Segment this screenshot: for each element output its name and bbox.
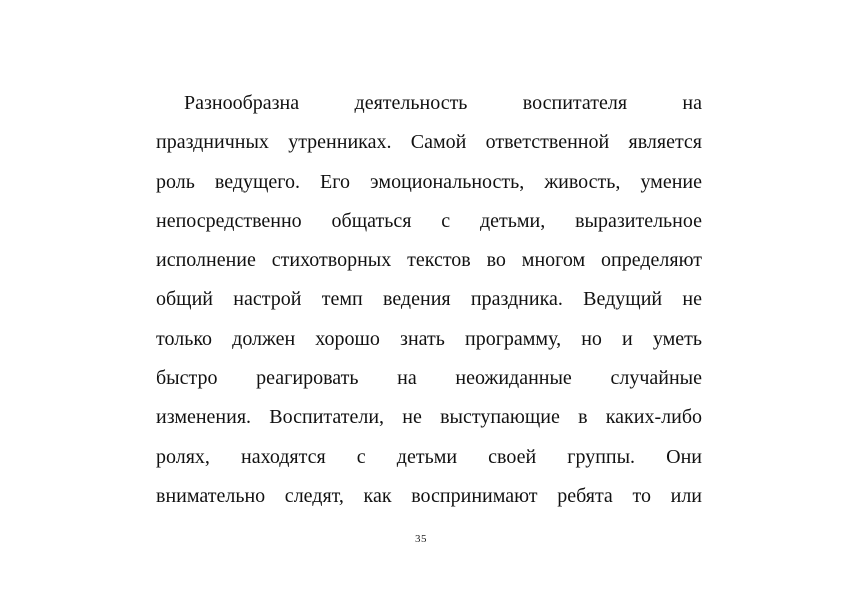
paragraph-line: быстро реагировать на неожиданные случайные xyxy=(156,367,702,390)
paragraph-line: роль ведущего. Его эмоциональность, живость, умение xyxy=(156,170,702,193)
paragraph-line: ролях, находятся с детьми своей группы. Они xyxy=(156,445,702,468)
page-number: 35 xyxy=(415,533,427,545)
paragraph-line: только должен хорошо знать программу, но и уметь xyxy=(156,327,702,350)
paragraph-line: внимательно следят, как воспринимают ребята то или xyxy=(156,484,702,507)
paragraph-line: изменения. Воспитатели, не выступающие в каких-либо xyxy=(156,406,702,429)
paragraph xyxy=(156,84,702,516)
paragraph-line: Разнообразна деятельность воспитателя на xyxy=(184,92,702,114)
paragraph-line: праздничных утренниках. Самой ответственной является xyxy=(156,131,702,154)
paragraph-line: непосредственно общаться с детьми, выразительное xyxy=(156,209,702,232)
paragraph-line: исполнение стихотворных текстов во многом определяют xyxy=(156,249,702,272)
paragraph-line: общий настрой темп ведения праздника. Ведущий не xyxy=(156,288,702,311)
